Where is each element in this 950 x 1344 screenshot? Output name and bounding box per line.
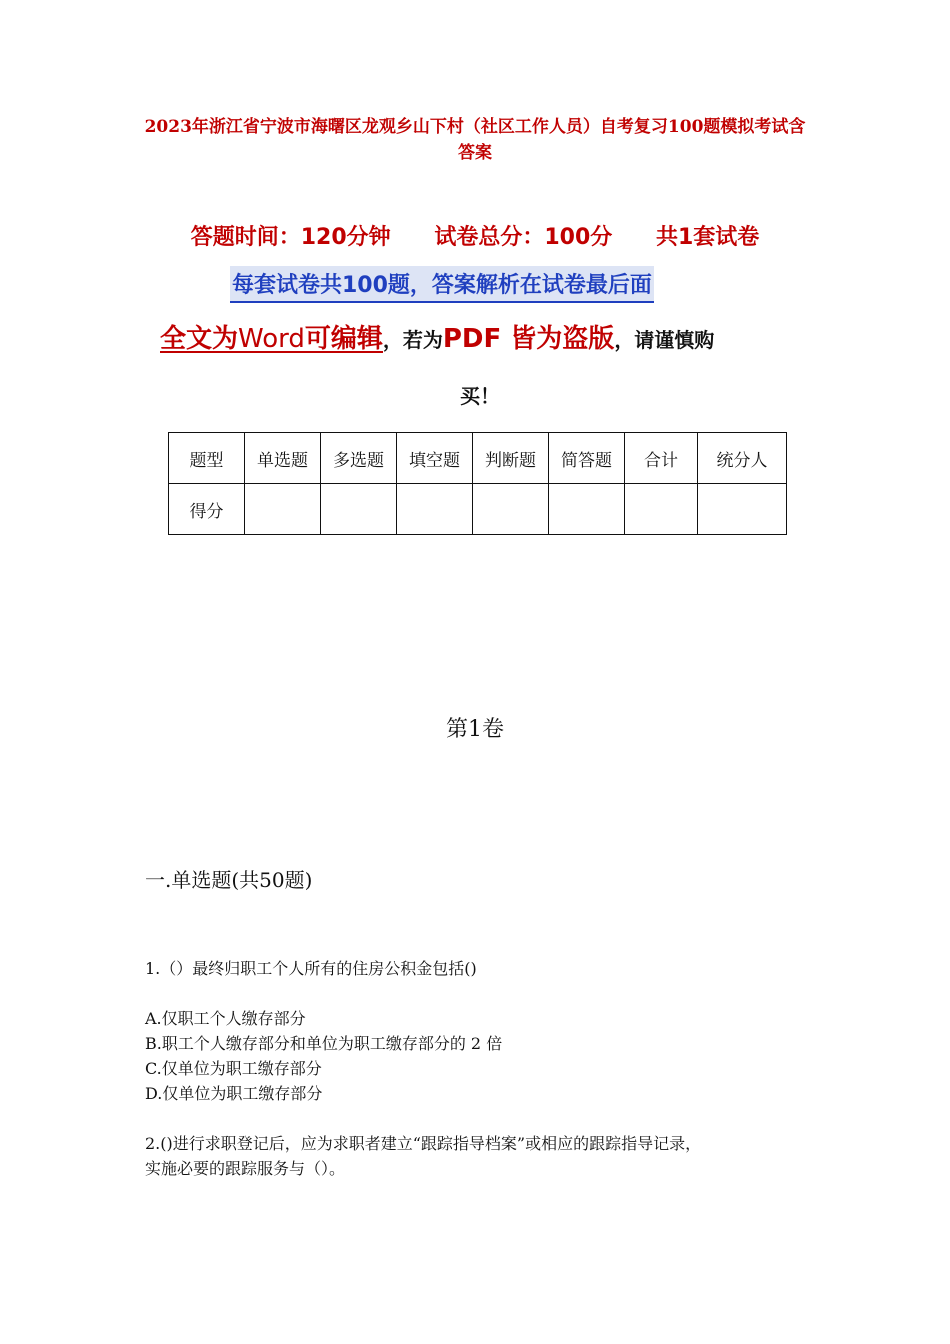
score-cell xyxy=(321,484,397,535)
header-cell: 统分人 xyxy=(698,433,787,484)
notice-copyright xyxy=(160,312,800,423)
question-2-line-2: 实施必要的跟踪服务与（）。 xyxy=(145,1159,346,1178)
score-cell xyxy=(625,484,698,535)
total-score: 试卷总分：100分 xyxy=(434,225,613,250)
score-cell xyxy=(397,484,473,535)
header-cell: 题型 xyxy=(169,433,245,484)
question-2-line-1: 2.()进行求职登记后，应为求职者建立“跟踪指导档案”或相应的跟踪指导记录， xyxy=(145,1134,702,1153)
notice-word: Word xyxy=(238,324,305,354)
score-cell xyxy=(245,484,321,535)
question-1-option-d: D.仅单位为职工缴存部分 xyxy=(145,1084,323,1103)
score-table-header-row xyxy=(169,433,787,484)
header-cell: 合计 xyxy=(625,433,698,484)
score-table xyxy=(168,432,787,535)
question-1-option-b: B.职工个人缴存部分和单位为职工缴存部分的 2 倍 xyxy=(145,1034,503,1053)
question-1-option-c: C.仅单位为职工缴存部分 xyxy=(145,1059,322,1078)
notice-fulltext: 全文为 xyxy=(160,324,239,354)
notice-caution: ，请谨慎购 xyxy=(614,328,715,352)
question-1-option-a: A.仅职工个人缴存部分 xyxy=(145,1009,306,1028)
question-1: 1.（）最终归职工个人所有的住房公积金包括() xyxy=(145,959,477,978)
section-title: 一.单选题(共50题) xyxy=(145,868,313,892)
score-cell xyxy=(473,484,549,535)
notice-answers-location: 每套试卷共100题，答案解析在试卷最后面 xyxy=(230,266,654,303)
header-cell: 多选题 xyxy=(321,433,397,484)
volume-title: 第1卷 xyxy=(446,717,504,742)
score-cell xyxy=(549,484,625,535)
notice-pdf-piracy: PDF 皆为盗版 xyxy=(442,324,615,354)
score-table-row xyxy=(169,484,787,535)
header-cell: 简答题 xyxy=(549,433,625,484)
exam-time: 答题时间：120分钟 xyxy=(190,225,391,250)
notice-editable: 可编辑 xyxy=(304,324,383,354)
exam-sets: 共1套试卷 xyxy=(655,225,760,250)
document-title: 2023年浙江省宁波市海曙区龙观乡山下村（社区工作人员）自考复习100题模拟考试含答案 xyxy=(144,117,806,163)
row-label: 得分 xyxy=(169,484,245,535)
header-cell: 单选题 xyxy=(245,433,321,484)
exam-meta xyxy=(0,220,950,251)
notice-if: ，若为 xyxy=(382,328,443,352)
notice-buy: 买！ xyxy=(460,384,500,408)
score-cell xyxy=(698,484,787,535)
header-cell: 填空题 xyxy=(397,433,473,484)
header-cell: 判断题 xyxy=(473,433,549,484)
